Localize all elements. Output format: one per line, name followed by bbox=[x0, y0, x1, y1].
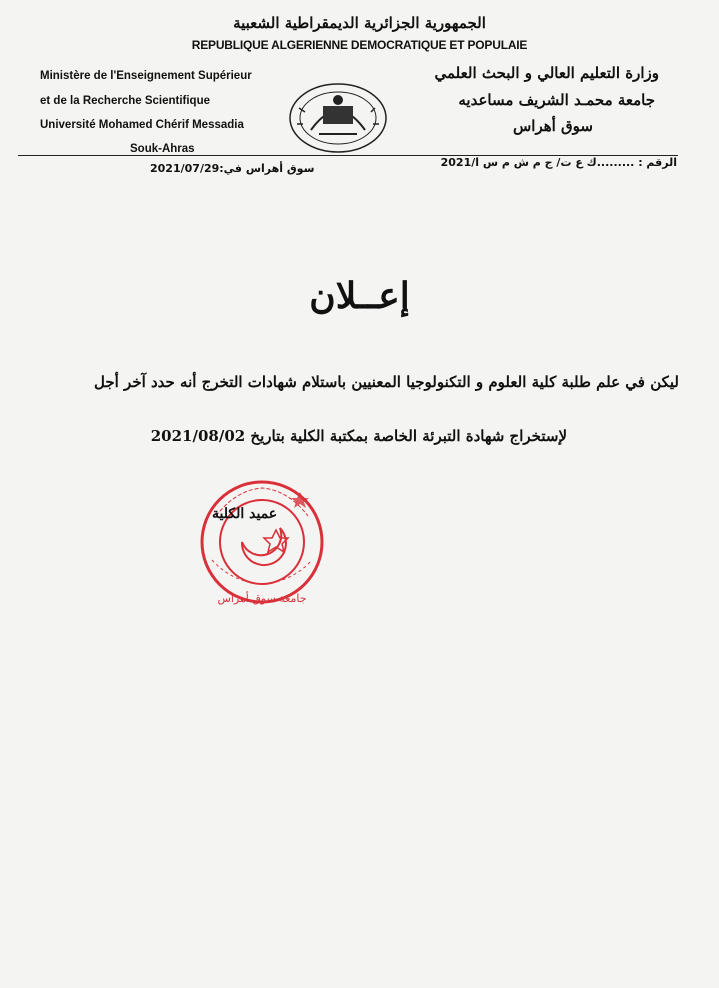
header-fr-republic: REPUBLIQUE ALGERIENNE DEMOCRATIQUE ET POPULAIE bbox=[191, 38, 528, 52]
university-logo bbox=[283, 78, 393, 156]
header-fr-city: Souk-Ahras bbox=[130, 143, 195, 155]
reference-number: الرقم : .........ك ع ت/ ج م ش م س ا/2021 bbox=[440, 156, 677, 169]
announcement-line-1: ليكن في علم طلبة كلية العلوم و التكنولوجيا المعنيين باستلام شهادات التخرج أنه حدد آخر أجل bbox=[94, 373, 679, 391]
stamp-text: جامعة سوق أهراس bbox=[217, 592, 307, 605]
header-ar-city: سوق أهراس bbox=[512, 117, 593, 135]
announcement-line-2: لإستخراج شهادة التبرئة الخاصة بمكتبة الكلية بتاريخ 2021/08/02 bbox=[150, 427, 567, 445]
header-ar-university: جامعة محمـد الشريف مساعديه bbox=[458, 91, 655, 109]
header-ar-ministry: وزارة التعليم العالي و البحث العلمي bbox=[434, 64, 659, 82]
header-fr-research: et de la Recherche Scientifique bbox=[40, 95, 211, 107]
official-stamp bbox=[192, 472, 332, 612]
announcement-title: إعــلان bbox=[309, 275, 410, 317]
header-fr-university: Université Mohamed Chérif Messadia bbox=[40, 119, 244, 131]
signature-label: عميد الكلية bbox=[212, 506, 278, 522]
header-fr-ministry: Ministère de l'Enseignement Supérieur bbox=[40, 70, 252, 82]
header-ar-republic: الجمهورية الجزائرية الديمقراطية الشعبية bbox=[233, 14, 486, 32]
place-date: سوق أهراس في:2021/07/29 bbox=[150, 162, 315, 175]
